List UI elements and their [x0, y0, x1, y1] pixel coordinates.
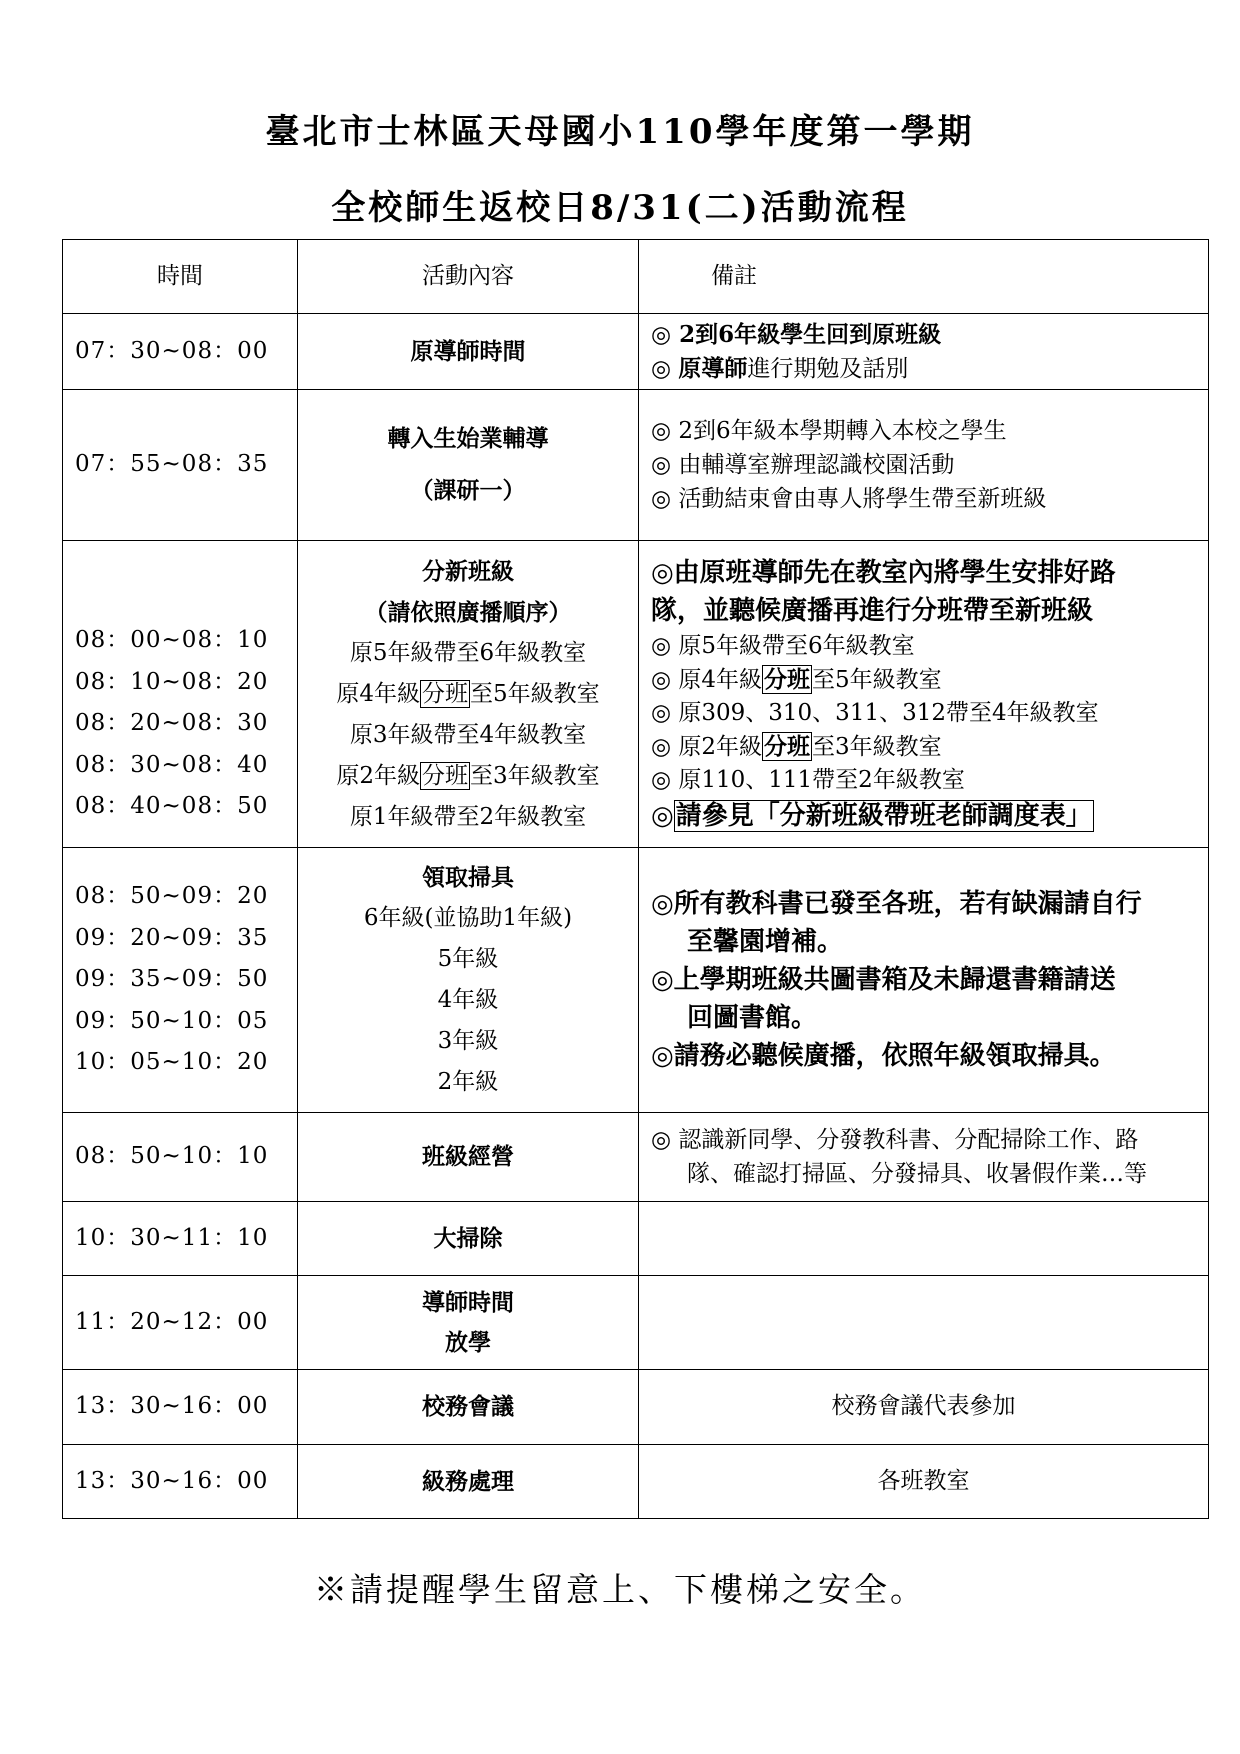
split-class-box: 分班: [764, 732, 811, 760]
note-bold-line: 隊，並聽候廣播再進行分班帶至新班級: [651, 595, 1094, 626]
time-cell: 10：30~11：10: [63, 1202, 298, 1276]
table-row: [63, 1276, 1209, 1370]
note-bold-line: 至馨園增補。: [687, 927, 844, 957]
note-cell: [639, 541, 1209, 848]
activity-cell: 大掃除: [298, 1202, 639, 1276]
time-cell: 13：30~16：00: [63, 1445, 298, 1519]
activity-cell: 級務處理: [298, 1445, 639, 1519]
note-cell: [639, 848, 1209, 1113]
activity-cell: [298, 1276, 639, 1370]
activity-line: 導師時間: [422, 1288, 514, 1316]
note-text: ◎ 原2年級: [651, 733, 763, 760]
time-slot: 08：30~08：40: [75, 751, 269, 778]
note-line: ◎ 原309、310、311、312帶至4年級教室: [651, 699, 1099, 726]
split-class-box: 分班: [422, 762, 468, 789]
time-slot: 10：05~10：20: [75, 1049, 269, 1076]
note-cell: [639, 1113, 1209, 1202]
item-text: 至3年級教室: [470, 762, 600, 789]
time-slot: 08：10~08：20: [75, 668, 269, 695]
activity-title: 領取掃具: [422, 864, 514, 891]
time-slot: 09：20~09：35: [75, 924, 269, 951]
note-line: ◎ 2到6年級本學期轉入本校之學生: [651, 418, 1007, 444]
reference-box: 請參見「分新班級帶班老師調度表」: [675, 800, 1092, 831]
time-slot: 08：20~08：30: [75, 710, 269, 737]
activity-subtitle: （請依照廣播順序）: [364, 598, 572, 626]
safety-reminder: ※請提醒學生留意上、下樓梯之安全。: [314, 1570, 926, 1609]
table-row: [63, 848, 1209, 1113]
table-row: [63, 1370, 1209, 1445]
split-class-box: 分班: [764, 665, 811, 693]
note-bold-line: ◎請務必聽候廣播，依照年級領取掃具。: [651, 1041, 1116, 1071]
note-cell: 校務會議代表參加: [639, 1370, 1209, 1445]
time-slot: 09：50~10：05: [75, 1007, 269, 1034]
activity-title: 分新班級: [422, 557, 514, 585]
activity-item: [298, 756, 638, 797]
table-row: [63, 390, 1209, 541]
activity-cell: [298, 541, 639, 848]
activity-line: （課研一）: [410, 477, 526, 504]
time-cell: [63, 541, 298, 848]
note-text: 至5年級教室: [812, 666, 942, 693]
activity-cell: [298, 390, 639, 541]
activity-item: 2年級: [437, 1069, 499, 1095]
note-bold-line: ◎所有教科書已發至各班，若有缺漏請自行: [651, 889, 1142, 919]
schedule-table: [62, 239, 1209, 1519]
activity-item: 3年級: [437, 1028, 499, 1054]
table-row: [63, 541, 1209, 848]
time-cell: 11：20~12：00: [63, 1276, 298, 1370]
note-cell: [639, 1276, 1209, 1370]
note-cell: [639, 390, 1209, 541]
table-row: [63, 1202, 1209, 1276]
time-slot: 08：50~09：20: [75, 883, 269, 910]
split-class-box: 分班: [422, 680, 468, 707]
table-row: [63, 1113, 1209, 1202]
reference-prefix: ◎: [651, 800, 674, 831]
note-bold-line: 回圖書館。: [687, 1003, 818, 1033]
note-cell: 各班教室: [639, 1445, 1209, 1519]
note-line: [651, 663, 1200, 697]
activity-cell: 原導師時間: [298, 314, 639, 390]
activity-item: 6年級(並協助1年級): [363, 905, 573, 931]
activity-item: 原1年級帶至2年級教室: [349, 803, 587, 830]
activity-cell: 班級經營: [298, 1113, 639, 1202]
note-reference: [651, 797, 1200, 835]
time-cell: 08：50~10：10: [63, 1113, 298, 1202]
note-bold-text: 原導師: [678, 354, 748, 382]
note-text: ◎ 原4年級: [651, 666, 763, 693]
activity-item: [298, 674, 638, 715]
activity-item: 4年級: [437, 987, 499, 1013]
activity-item: 5年級: [437, 946, 499, 972]
time-slot: 08：40~08：50: [75, 793, 269, 820]
note-line: ◎ 由輔導室辦理認識校園活動: [651, 452, 955, 478]
note-prefix: ◎: [651, 355, 679, 382]
time-slot: 09：35~09：50: [75, 966, 269, 993]
note-line: ◎ 原5年級帶至6年級教室: [651, 632, 915, 659]
item-text: 至5年級教室: [470, 680, 600, 707]
note-line: ◎ 2到6年級學生回到原班級: [651, 320, 942, 348]
activity-item: 原3年級帶至4年級教室: [349, 721, 587, 748]
note-bold-line: ◎由原班導師先在教室內將學生安排好路: [651, 557, 1116, 588]
table-row: [63, 314, 1209, 390]
header-time: 時間: [63, 240, 298, 314]
item-text: 原2年級: [336, 762, 420, 789]
note-line: ◎ 認識新同學、分發教科書、分配掃除工作、路: [651, 1127, 1139, 1153]
table-header-row: [63, 240, 1209, 314]
document-subtitle: 全校師生返校日8/31(二)活動流程: [331, 188, 909, 228]
header-activity: 活動內容: [298, 240, 639, 314]
note-line: [651, 352, 1200, 386]
table-row: [63, 1445, 1209, 1519]
note-line: 隊、確認打掃區、分發掃具、收暑假作業…等: [687, 1161, 1147, 1187]
activity-line: 放學: [445, 1328, 491, 1356]
activity-cell: [298, 848, 639, 1113]
activity-item: 原5年級帶至6年級教室: [349, 639, 587, 666]
note-text: 進行期勉及話別: [747, 355, 909, 382]
note-line: ◎ 活動結束會由專人將學生帶至新班級: [651, 486, 1047, 512]
time-cell: 13：30~16：00: [63, 1370, 298, 1445]
note-line: [651, 730, 1200, 764]
note-cell: [639, 1202, 1209, 1276]
header-note: 備註: [639, 240, 1209, 314]
note-line: ◎ 原110、111帶至2年級教室: [651, 766, 965, 793]
time-cell: [63, 848, 298, 1113]
activity-cell: 校務會議: [298, 1370, 639, 1445]
activity-line: 轉入生始業輔導: [387, 425, 549, 452]
item-text: 原4年級: [336, 680, 420, 707]
document-title: 臺北市士林區天母國小110學年度第一學期: [265, 112, 975, 152]
time-cell: 07：30~08：00: [63, 314, 298, 390]
time-cell: 07：55~08：35: [63, 390, 298, 541]
note-bold-line: ◎上學期班級共圖書箱及未歸還書籍請送: [651, 965, 1116, 995]
note-cell: [639, 314, 1209, 390]
note-text: 至3年級教室: [812, 733, 942, 760]
time-slot: 08：00~08：10: [75, 627, 269, 654]
